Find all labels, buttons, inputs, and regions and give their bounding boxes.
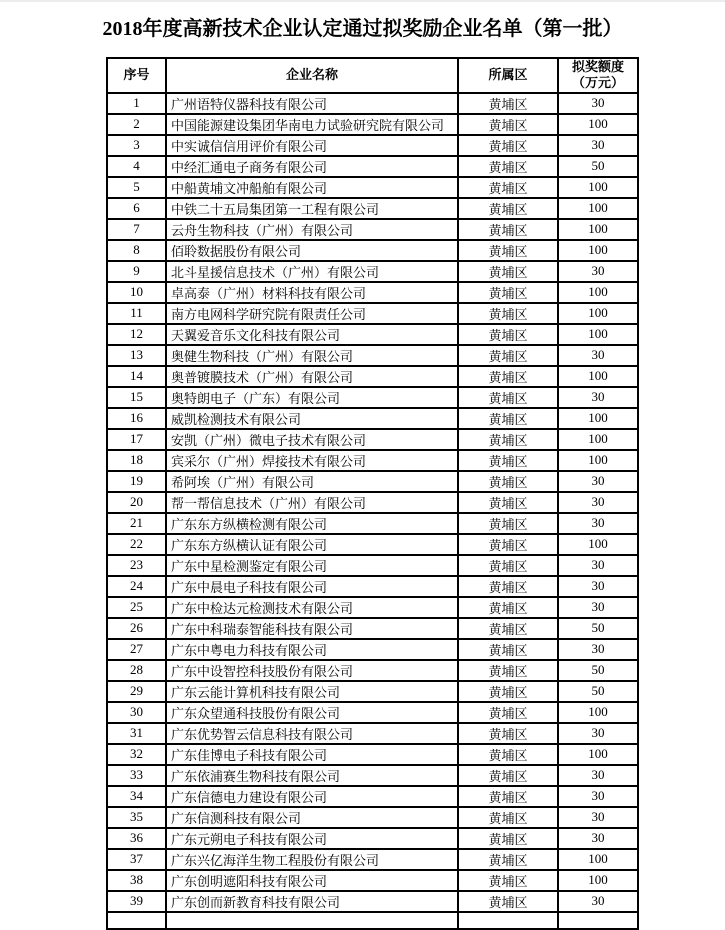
row-number: 23 (107, 555, 166, 576)
company-name: 广东佳博电子科技有限公司 (166, 744, 458, 765)
award-amount: 30 (558, 555, 638, 576)
district: 黄埔区 (458, 870, 558, 891)
award-amount: 30 (558, 513, 638, 534)
table-row (107, 198, 638, 219)
award-amount: 100 (558, 303, 638, 324)
district: 黄埔区 (458, 135, 558, 156)
award-amount: 30 (558, 891, 638, 912)
table-row (107, 807, 638, 828)
row-number: 9 (107, 261, 166, 282)
table-row (107, 156, 638, 177)
table-row (107, 135, 638, 156)
table-row (107, 387, 638, 408)
company-name: 宾采尔（广州）焊接技术有限公司 (166, 450, 458, 471)
award-amount: 30 (558, 723, 638, 744)
district: 黄埔区 (458, 744, 558, 765)
table-row (107, 450, 638, 471)
row-number: 10 (107, 282, 166, 303)
district: 黄埔区 (458, 702, 558, 723)
district: 黄埔区 (458, 660, 558, 681)
award-amount: 100 (558, 366, 638, 387)
district: 黄埔区 (458, 324, 558, 345)
table-row-partial (107, 912, 638, 930)
award-amount: 100 (558, 219, 638, 240)
district: 黄埔区 (458, 93, 558, 114)
district: 黄埔区 (458, 450, 558, 471)
empty-cell (558, 912, 638, 930)
company-name: 帮一帮信息技术（广州）有限公司 (166, 492, 458, 513)
company-name: 中船黄埔文冲船舶有限公司 (166, 177, 458, 198)
district: 黄埔区 (458, 387, 558, 408)
district: 黄埔区 (458, 828, 558, 849)
row-number: 38 (107, 870, 166, 891)
table-row (107, 702, 638, 723)
table-row (107, 303, 638, 324)
company-name: 广东元朔电子科技有限公司 (166, 828, 458, 849)
district: 黄埔区 (458, 345, 558, 366)
row-number: 26 (107, 618, 166, 639)
company-name: 广东中晨电子科技有限公司 (166, 576, 458, 597)
row-number: 5 (107, 177, 166, 198)
row-number: 7 (107, 219, 166, 240)
table-row (107, 849, 638, 870)
company-name: 广东中星检测鉴定有限公司 (166, 555, 458, 576)
award-amount: 30 (558, 639, 638, 660)
row-number: 37 (107, 849, 166, 870)
row-number: 16 (107, 408, 166, 429)
company-name: 云舟生物科技（广州）有限公司 (166, 219, 458, 240)
table-row (107, 576, 638, 597)
district: 黄埔区 (458, 513, 558, 534)
company-name: 广东中科瑞泰智能科技有限公司 (166, 618, 458, 639)
district: 黄埔区 (458, 618, 558, 639)
company-name: 奥健生物科技（广州）有限公司 (166, 345, 458, 366)
table-row (107, 471, 638, 492)
table-row (107, 744, 638, 765)
col-header-district: 所属区 (458, 58, 558, 93)
award-amount: 30 (558, 261, 638, 282)
award-amount: 100 (558, 702, 638, 723)
district: 黄埔区 (458, 723, 558, 744)
table-row (107, 618, 638, 639)
row-number: 20 (107, 492, 166, 513)
row-number: 4 (107, 156, 166, 177)
table-row (107, 282, 638, 303)
district: 黄埔区 (458, 219, 558, 240)
district: 黄埔区 (458, 282, 558, 303)
empty-cell (107, 912, 166, 930)
table-row (107, 555, 638, 576)
company-name: 中实诚信信用评价有限公司 (166, 135, 458, 156)
company-name: 中国能源建设集团华南电力试验研究院有限公司 (166, 114, 458, 135)
award-amount: 30 (558, 765, 638, 786)
award-amount: 30 (558, 828, 638, 849)
award-amount: 50 (558, 660, 638, 681)
district: 黄埔区 (458, 240, 558, 261)
company-name: 广东云能计算机科技有限公司 (166, 681, 458, 702)
award-amount: 50 (558, 618, 638, 639)
row-number: 21 (107, 513, 166, 534)
row-number: 29 (107, 681, 166, 702)
district: 黄埔区 (458, 429, 558, 450)
row-number: 3 (107, 135, 166, 156)
table-row (107, 639, 638, 660)
row-number: 17 (107, 429, 166, 450)
table-row (107, 240, 638, 261)
table-row (107, 177, 638, 198)
award-amount: 100 (558, 450, 638, 471)
row-number: 6 (107, 198, 166, 219)
table-row (107, 93, 638, 114)
company-name: 天翼爱音乐文化科技有限公司 (166, 324, 458, 345)
company-name: 广州语特仪器科技有限公司 (166, 93, 458, 114)
district: 黄埔区 (458, 114, 558, 135)
award-amount: 100 (558, 324, 638, 345)
table-row (107, 219, 638, 240)
company-name: 希阿埃（广州）有限公司 (166, 471, 458, 492)
row-number: 33 (107, 765, 166, 786)
district: 黄埔区 (458, 261, 558, 282)
award-amount: 50 (558, 681, 638, 702)
table-row (107, 324, 638, 345)
table-row (107, 492, 638, 513)
row-number: 8 (107, 240, 166, 261)
company-name: 安凯（广州）微电子技术有限公司 (166, 429, 458, 450)
row-number: 1 (107, 93, 166, 114)
company-name: 南方电网科学研究院有限责任公司 (166, 303, 458, 324)
award-amount: 30 (558, 93, 638, 114)
district: 黄埔区 (458, 492, 558, 513)
company-name: 广东信德电力建设有限公司 (166, 786, 458, 807)
award-amount: 30 (558, 135, 638, 156)
row-number: 35 (107, 807, 166, 828)
district: 黄埔区 (458, 198, 558, 219)
row-number: 18 (107, 450, 166, 471)
district: 黄埔区 (458, 408, 558, 429)
table-row (107, 660, 638, 681)
header-row (107, 58, 638, 93)
row-number: 22 (107, 534, 166, 555)
company-name: 广东东方纵横检测有限公司 (166, 513, 458, 534)
award-amount: 100 (558, 408, 638, 429)
table-row (107, 597, 638, 618)
row-number: 13 (107, 345, 166, 366)
page-top-edge (0, 0, 725, 2)
company-name: 中铁二十五局集团第一工程有限公司 (166, 198, 458, 219)
district: 黄埔区 (458, 177, 558, 198)
row-number: 19 (107, 471, 166, 492)
table-row (107, 114, 638, 135)
table-row (107, 429, 638, 450)
company-name: 广东创明遮阳科技有限公司 (166, 870, 458, 891)
table-row (107, 261, 638, 282)
table-row (107, 828, 638, 849)
row-number: 24 (107, 576, 166, 597)
award-amount: 30 (558, 387, 638, 408)
company-name: 广东众望通科技股份有限公司 (166, 702, 458, 723)
award-amount: 30 (558, 345, 638, 366)
award-amount: 100 (558, 744, 638, 765)
district: 黄埔区 (458, 156, 558, 177)
company-name: 奥特朗电子（广东）有限公司 (166, 387, 458, 408)
award-amount: 30 (558, 597, 638, 618)
award-amount: 30 (558, 492, 638, 513)
company-name: 威凯检测技术有限公司 (166, 408, 458, 429)
row-number: 15 (107, 387, 166, 408)
company-name: 广东优势智云信息科技有限公司 (166, 723, 458, 744)
table-body (107, 93, 638, 930)
district: 黄埔区 (458, 555, 558, 576)
company-name: 广东信测科技有限公司 (166, 807, 458, 828)
table-row (107, 786, 638, 807)
table-row (107, 366, 638, 387)
company-name: 广东创而新教育科技有限公司 (166, 891, 458, 912)
award-amount: 100 (558, 870, 638, 891)
table-row (107, 723, 638, 744)
company-name: 广东兴亿海洋生物工程股份有限公司 (166, 849, 458, 870)
award-amount: 50 (558, 156, 638, 177)
award-amount: 30 (558, 786, 638, 807)
table-row (107, 408, 638, 429)
district: 黄埔区 (458, 366, 558, 387)
district: 黄埔区 (458, 849, 558, 870)
company-name: 北斗星援信息技术（广州）有限公司 (166, 261, 458, 282)
company-name: 佰聆数据股份有限公司 (166, 240, 458, 261)
empty-cell (166, 912, 458, 930)
award-amount: 100 (558, 198, 638, 219)
row-number: 30 (107, 702, 166, 723)
row-number: 31 (107, 723, 166, 744)
company-name: 广东东方纵横认证有限公司 (166, 534, 458, 555)
company-name: 广东中设智控科技股份有限公司 (166, 660, 458, 681)
row-number: 36 (107, 828, 166, 849)
row-number: 27 (107, 639, 166, 660)
district: 黄埔区 (458, 597, 558, 618)
award-amount: 100 (558, 849, 638, 870)
row-number: 12 (107, 324, 166, 345)
table-row (107, 870, 638, 891)
row-number: 39 (107, 891, 166, 912)
col-header-company: 企业名称 (166, 58, 458, 93)
district: 黄埔区 (458, 639, 558, 660)
table-row (107, 681, 638, 702)
award-amount: 100 (558, 177, 638, 198)
row-number: 2 (107, 114, 166, 135)
district: 黄埔区 (458, 471, 558, 492)
company-name: 广东依浦赛生物科技有限公司 (166, 765, 458, 786)
col-header-amount (558, 58, 638, 93)
company-name: 广东中粤电力科技有限公司 (166, 639, 458, 660)
district: 黄埔区 (458, 303, 558, 324)
col-header-no: 序号 (107, 58, 166, 93)
award-amount: 100 (558, 114, 638, 135)
company-name: 卓高泰（广州）材料科技有限公司 (166, 282, 458, 303)
district: 黄埔区 (458, 807, 558, 828)
award-amount: 30 (558, 471, 638, 492)
table-row (107, 513, 638, 534)
table-header (107, 58, 638, 93)
district: 黄埔区 (458, 891, 558, 912)
district: 黄埔区 (458, 765, 558, 786)
company-name: 奥普镀膜技术（广州）有限公司 (166, 366, 458, 387)
award-amount: 100 (558, 429, 638, 450)
district: 黄埔区 (458, 576, 558, 597)
district: 黄埔区 (458, 681, 558, 702)
row-number: 32 (107, 744, 166, 765)
company-name: 中经汇通电子商务有限公司 (166, 156, 458, 177)
page-title: 2018年度高新技术企业认定通过拟奖励企业名单（第一批） (102, 18, 623, 40)
row-number: 25 (107, 597, 166, 618)
col-header-amount-line1: 拟奖额度 (571, 59, 624, 74)
district: 黄埔区 (458, 786, 558, 807)
award-amount: 100 (558, 240, 638, 261)
row-number: 28 (107, 660, 166, 681)
table-row (107, 891, 638, 912)
award-table (106, 57, 639, 930)
empty-cell (458, 912, 558, 930)
table-row (107, 534, 638, 555)
table-row (107, 345, 638, 366)
district: 黄埔区 (458, 534, 558, 555)
row-number: 11 (107, 303, 166, 324)
award-amount: 100 (558, 282, 638, 303)
company-name: 广东中检达元检测技术有限公司 (166, 597, 458, 618)
row-number: 14 (107, 366, 166, 387)
table-row (107, 765, 638, 786)
award-amount: 30 (558, 576, 638, 597)
row-number: 34 (107, 786, 166, 807)
col-header-amount-line2: （万元） (571, 75, 624, 91)
award-amount: 100 (558, 534, 638, 555)
award-amount: 30 (558, 807, 638, 828)
